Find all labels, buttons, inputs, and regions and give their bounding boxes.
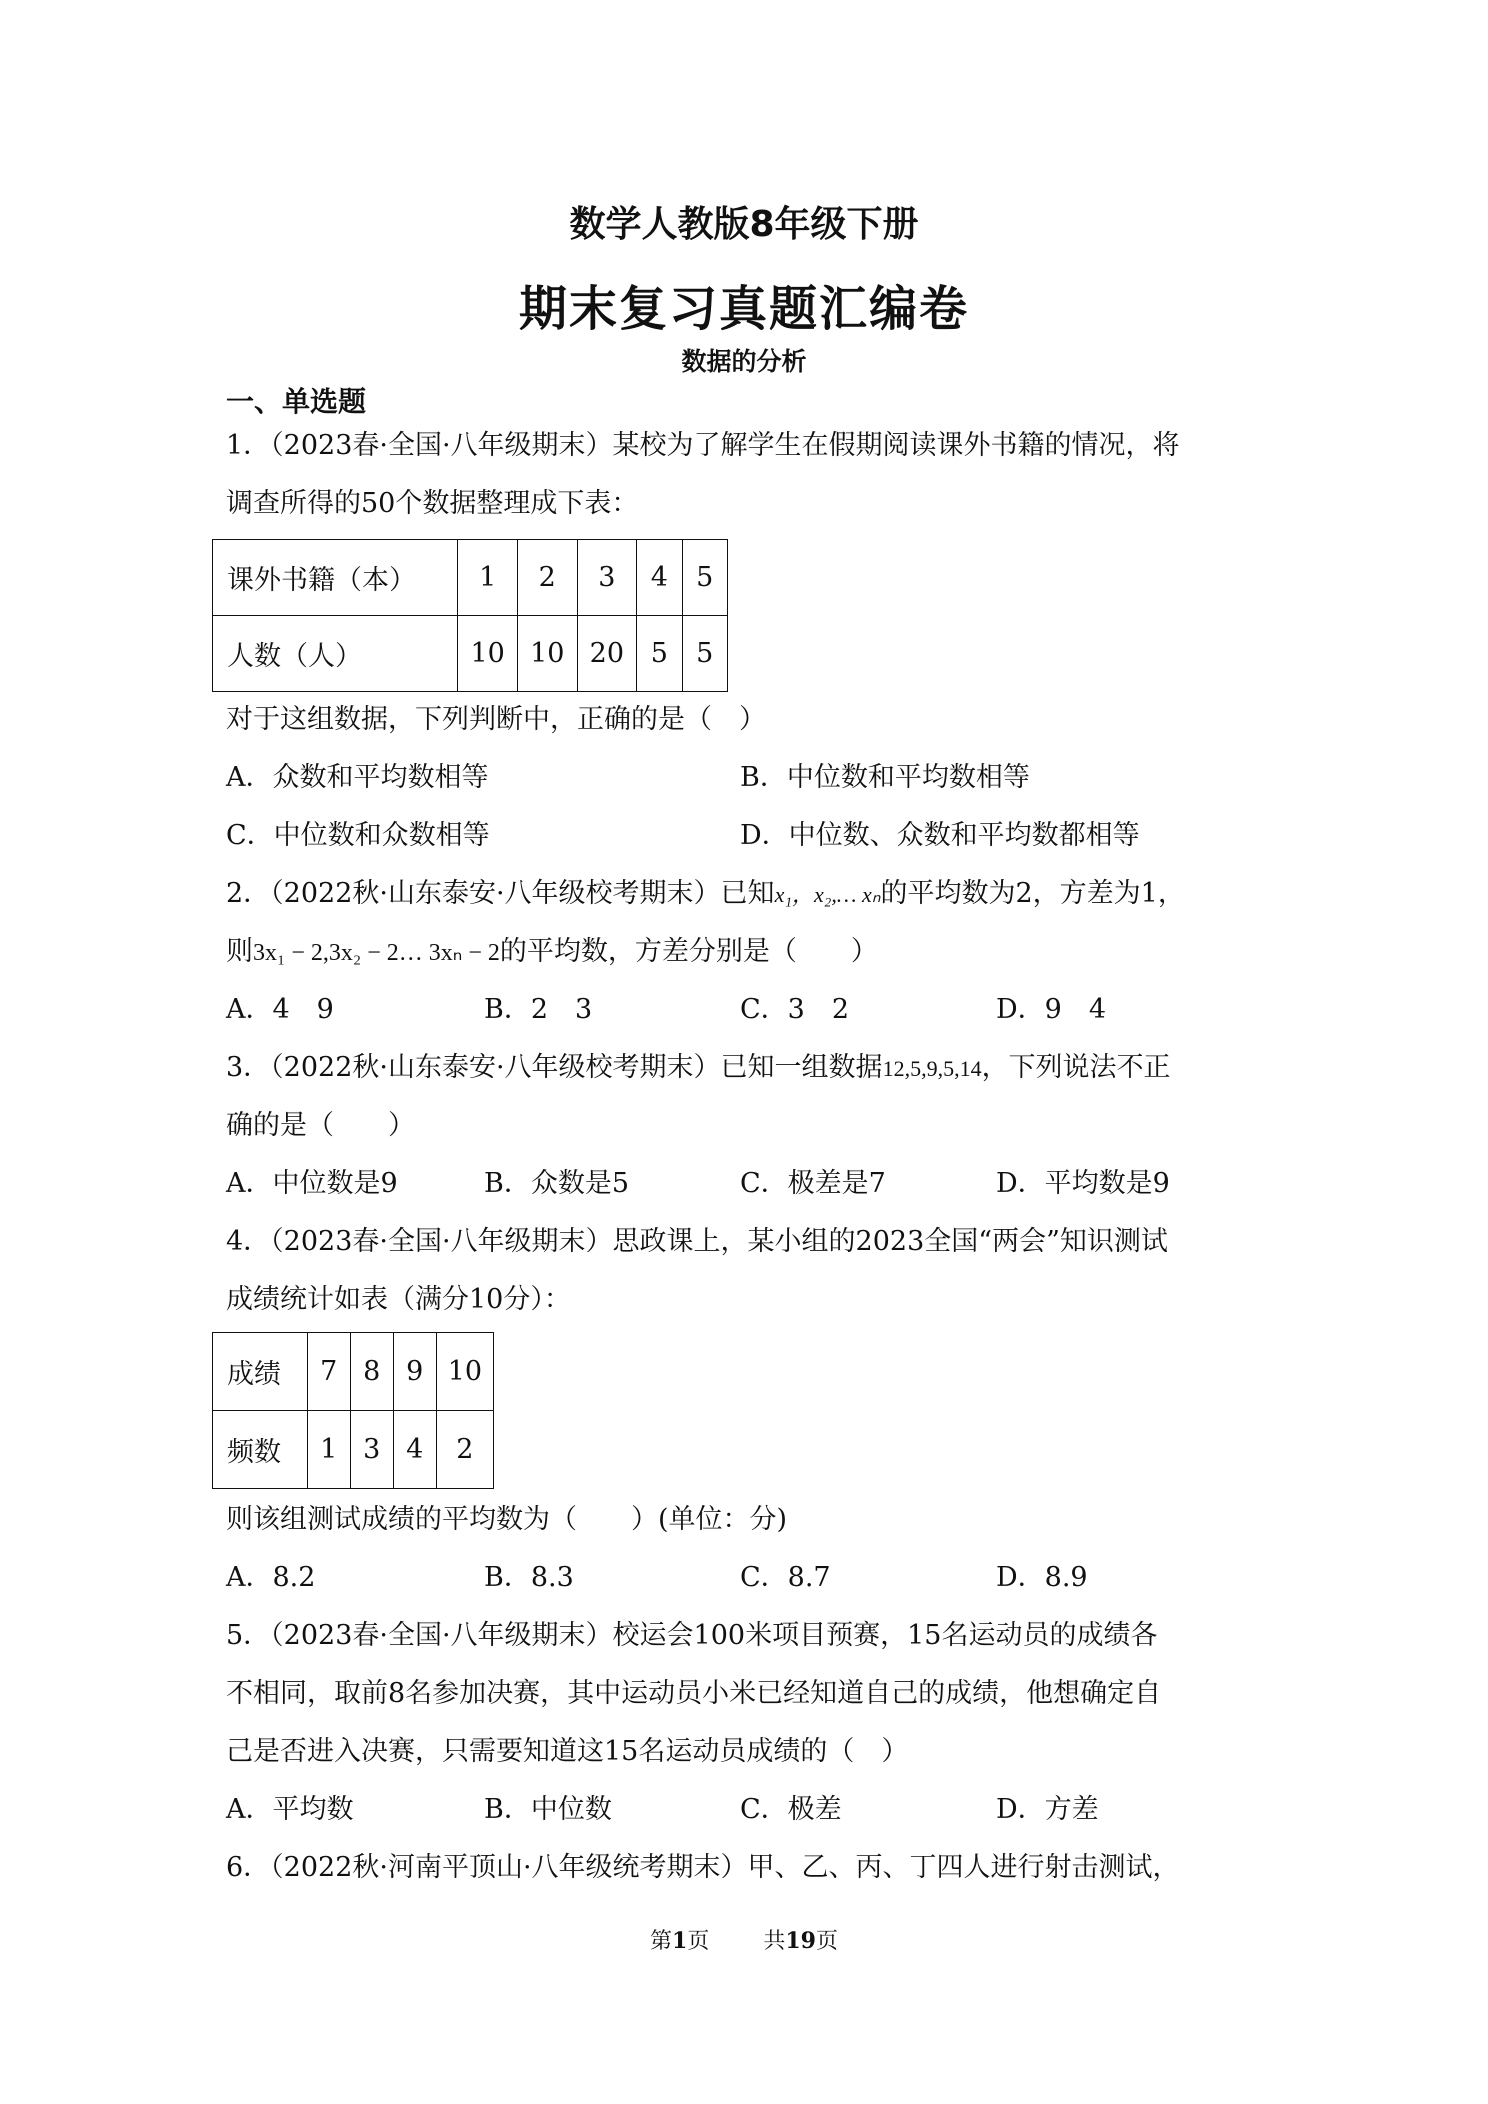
q4-table-cell: 4 xyxy=(393,1411,436,1489)
q2-line1 xyxy=(226,876,1185,913)
q1-table-cell: 课外书籍（本） xyxy=(213,540,458,616)
q2-variables: x₁，x₂,… xₙ xyxy=(774,882,881,907)
q4-table-cell: 7 xyxy=(307,1333,350,1411)
q1-line2: 调查所得的50个数据整理成下表： xyxy=(226,488,639,519)
total-unit: 页 xyxy=(815,1929,838,1954)
q4-option-d: D．8.9 xyxy=(996,1562,1088,1593)
total-pages: 19 xyxy=(785,1928,816,1954)
q4-line1: 4．（2023春·全国·八年级期末）思政课上，某小组的2023全国“两会”知识测试 xyxy=(226,1226,1168,1257)
q2-expression: 3x₁ − 2,3x₂ − 2… 3xₙ − 2 xyxy=(253,940,500,966)
q1-option-d: D．中位数、众数和平均数都相等 xyxy=(740,820,1140,851)
page-number: 1 xyxy=(672,1928,688,1954)
q5-line2: 不相同，取前8名参加决赛，其中运动员小米已经知道自己的成绩，他想确定自 xyxy=(226,1678,1162,1709)
q1-table-cell: 10 xyxy=(517,616,577,692)
q3-option-d: D．平均数是9 xyxy=(996,1168,1170,1199)
q1-table-cell: 10 xyxy=(458,616,518,692)
q1-table-row xyxy=(213,540,728,616)
q4-table-cell: 2 xyxy=(436,1411,493,1489)
q4-table-row xyxy=(213,1333,494,1411)
q1-table xyxy=(212,539,728,692)
q1-stem: 对于这组数据，下列判断中，正确的是（ ） xyxy=(226,704,766,735)
q4-table-cell: 9 xyxy=(393,1333,436,1411)
q3-prefix: 3．（2022秋·山东泰安·八年级校考期末）已知一组数据 xyxy=(226,1052,883,1083)
q3-option-b: B．众数是5 xyxy=(484,1168,630,1199)
q4-table-cell: 1 xyxy=(307,1411,350,1489)
q1-table-cell: 3 xyxy=(577,540,637,616)
q5-option-c: C．极差 xyxy=(740,1794,842,1825)
q4-line2: 成绩统计如表（满分10分）： xyxy=(226,1284,571,1315)
q4-option-a: A．8.2 xyxy=(226,1562,316,1593)
q4-table-cell: 8 xyxy=(350,1333,393,1411)
q5-option-a: A．平均数 xyxy=(226,1794,354,1825)
q3-option-c: C．极差是7 xyxy=(740,1168,886,1199)
q2-option-a: A．4 9 xyxy=(226,994,334,1025)
q1-table-cell: 1 xyxy=(458,540,518,616)
total-label: 共 xyxy=(763,1929,786,1954)
q5-line1: 5．（2023春·全国·八年级期末）校运会100米项目预赛，15名运动员的成绩各 xyxy=(226,1620,1158,1651)
q3-data: 12,5,9,5,14 xyxy=(882,1056,982,1081)
q2-line2 xyxy=(226,934,878,971)
q4-table-row xyxy=(213,1411,494,1489)
section-heading: 一、单选题 xyxy=(226,385,367,418)
q4-table-cell: 10 xyxy=(436,1333,493,1411)
q1-table-cell: 5 xyxy=(682,540,727,616)
q4-stem: 则该组测试成绩的平均数为（ ）(单位：分) xyxy=(226,1504,788,1535)
q6-line1: 6．（2022秋·河南平顶山·八年级统考期末）甲、乙、丙、丁四人进行射击测试， xyxy=(226,1852,1180,1883)
q4-table-cell: 3 xyxy=(350,1411,393,1489)
q1-option-c: C．中位数和众数相等 xyxy=(226,820,490,851)
q2-prefix: 2．（2022秋·山东泰安·八年级校考期末）已知 xyxy=(226,878,775,909)
page-unit: 页 xyxy=(687,1929,710,1954)
q1-table-cell: 5 xyxy=(637,616,682,692)
page-footer xyxy=(0,1924,1488,1955)
q3-option-a: A．中位数是9 xyxy=(226,1168,398,1199)
q4-table xyxy=(212,1332,494,1489)
q3-line2: 确的是（ ） xyxy=(226,1110,415,1141)
q2-suffix: 的平均数为2，方差为1， xyxy=(880,878,1185,909)
doc-title-grade: 数学人教版8年级下册 xyxy=(569,204,919,245)
q5-option-d: D．方差 xyxy=(996,1794,1099,1825)
q1-table-cell: 5 xyxy=(682,616,727,692)
q2-option-b: B．2 3 xyxy=(484,994,593,1025)
q4-table-cell: 频数 xyxy=(213,1411,308,1489)
q1-table-row xyxy=(213,616,728,692)
doc-title-main: 期末复习真题汇编卷 xyxy=(518,281,969,337)
q4-option-c: C．8.7 xyxy=(740,1562,831,1593)
q4-table-cell: 成绩 xyxy=(213,1333,308,1411)
q1-table-cell: 20 xyxy=(577,616,637,692)
q3-suffix: ，下列说法不正 xyxy=(981,1052,1171,1083)
q1-table-cell: 2 xyxy=(517,540,577,616)
q2-line2-suffix: 的平均数，方差分别是（ ） xyxy=(499,936,878,967)
q4-option-b: B．8.3 xyxy=(484,1562,574,1593)
q1-table-cell: 人数（人） xyxy=(213,616,458,692)
q5-line3: 己是否进入决赛，只需要知道这15名运动员成绩的（ ） xyxy=(226,1736,909,1767)
q2-option-c: C．3 2 xyxy=(740,994,850,1025)
q2-option-d: D．9 4 xyxy=(996,994,1107,1025)
q2-line2-prefix: 则 xyxy=(226,936,253,967)
page-label: 第 xyxy=(650,1929,673,1954)
q1-option-a: A．众数和平均数相等 xyxy=(226,762,489,793)
q1-line1: 1．（2023春·全国·八年级期末）某校为了解学生在假期阅读课外书籍的情况，将 xyxy=(226,430,1180,461)
q5-option-b: B．中位数 xyxy=(484,1794,612,1825)
q1-option-b: B．中位数和平均数相等 xyxy=(740,762,1030,793)
q1-table-cell: 4 xyxy=(637,540,682,616)
q3-line1 xyxy=(226,1050,1171,1087)
doc-subtitle: 数据的分析 xyxy=(681,347,807,376)
